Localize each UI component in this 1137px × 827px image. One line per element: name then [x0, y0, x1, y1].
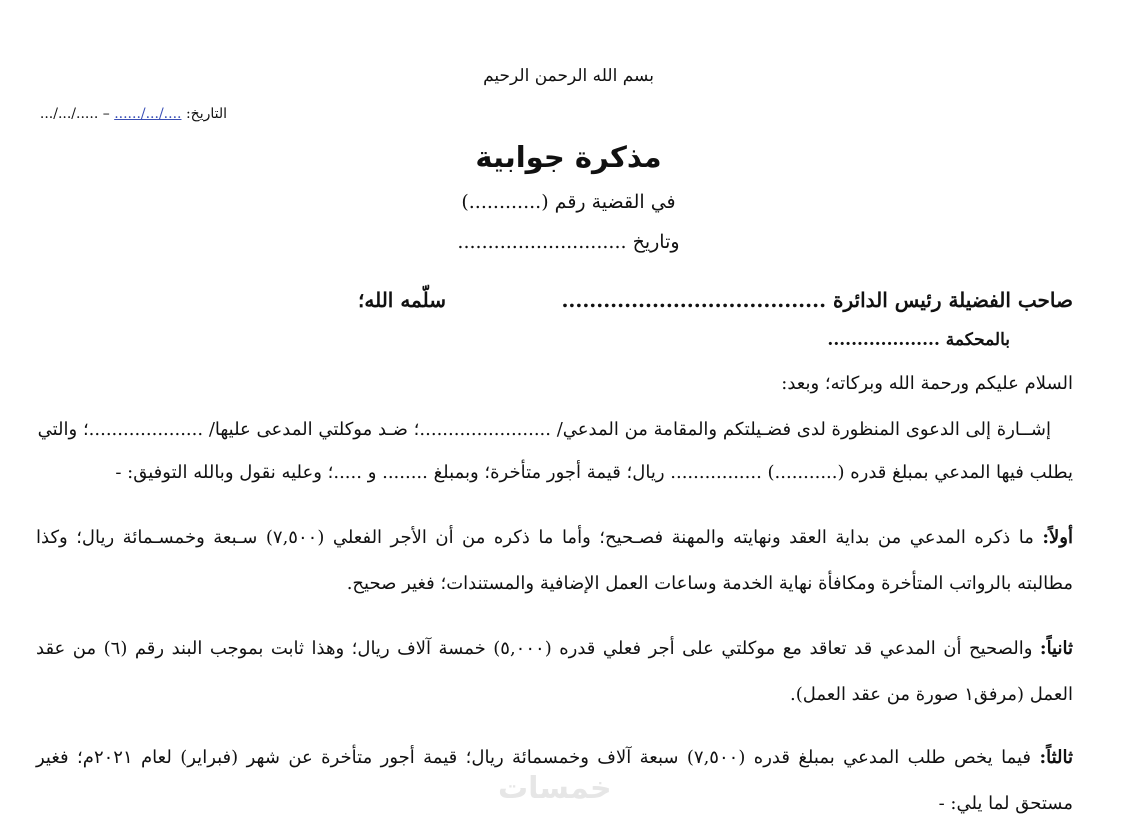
- basmala: بسم الله الرحمن الرحيم: [483, 66, 654, 86]
- addressee-salutation: سلّمه الله؛: [358, 288, 446, 312]
- addressee-line: صاحب الفضيلة رئيس الدائرة ......................................: [561, 288, 1073, 312]
- page-title: مذكرة جوابية: [475, 140, 662, 174]
- paragraph-second-text: والصحيح أن المدعي قد تعاقد مع موكلتي على أجر فعلي قدره (٥,٠٠٠) خمسة آلاف ريال؛ وهذا ثابت بموجب البند رقم (٦) من عقد العمل (مرفق١ صورة من عقد العمل).: [36, 638, 1073, 705]
- intro-line-2: يطلب فيها المدعي بمبلغ قدره (...........) ................ ريال؛ قيمة أجور متأخرة؛ وبمبلغ ........ و .....؛ وعليه نقول وبالله التوفيق: -: [115, 462, 1073, 483]
- paragraph-second-lead: ثانياً:: [1039, 638, 1073, 659]
- paragraph-first: [36, 515, 1073, 607]
- paragraph-second: [36, 626, 1073, 718]
- paragraph-first-lead: أولاً:: [1042, 527, 1073, 548]
- watermark-logo: خمسات: [498, 771, 612, 806]
- date-label: التاريخ:: [185, 106, 227, 122]
- case-date: وتاريخ ............................: [457, 231, 680, 253]
- case-number: في القضية رقم (............): [461, 191, 676, 213]
- paragraph-first-text: ما ذكره المدعي من بداية العقد ونهايته والمهنة فصـحيح؛ وأما ما ذكره من أن الأجر الفعلي (٧,٥٠٠) سـبعة وخمسـمائة ريال؛ وكذا مطالبته بالرواتب المتأخرة ومكافأة نهاية الخدمة وساعات العمل الإضافية والمستندات؛ فغير صحيح.: [36, 527, 1073, 594]
- paragraph-third-lead: ثالثاً:: [1039, 747, 1073, 768]
- greeting: السلام عليكم ورحمة الله وبركاته؛ وبعد:: [781, 373, 1073, 394]
- intro-line-1: إشــارة إلى الدعوى المنظورة لدى فضـيلتكم والمقامة من المدعي/ .......................؛ ضـد موكلتي المدعى عليها/ ....................؛ والتي: [37, 419, 1051, 440]
- date-separator: –: [98, 106, 110, 122]
- date-value[interactable]: ..../.../......: [114, 106, 182, 122]
- court-line: بالمحكمة ...................: [827, 330, 1010, 350]
- date-value-2: ...../.../...: [39, 106, 99, 122]
- paragraph-third-text: فيما يخص طلب المدعي بمبلغ قدره (٧,٥٠٠) سبعة آلاف وخمسمائة ريال؛ قيمة أجور متأخرة عن شهر (فبراير) لعام ٢٠٢١م؛ فغير مستحق لما يلي: -: [36, 747, 1073, 814]
- date-line: [40, 106, 227, 122]
